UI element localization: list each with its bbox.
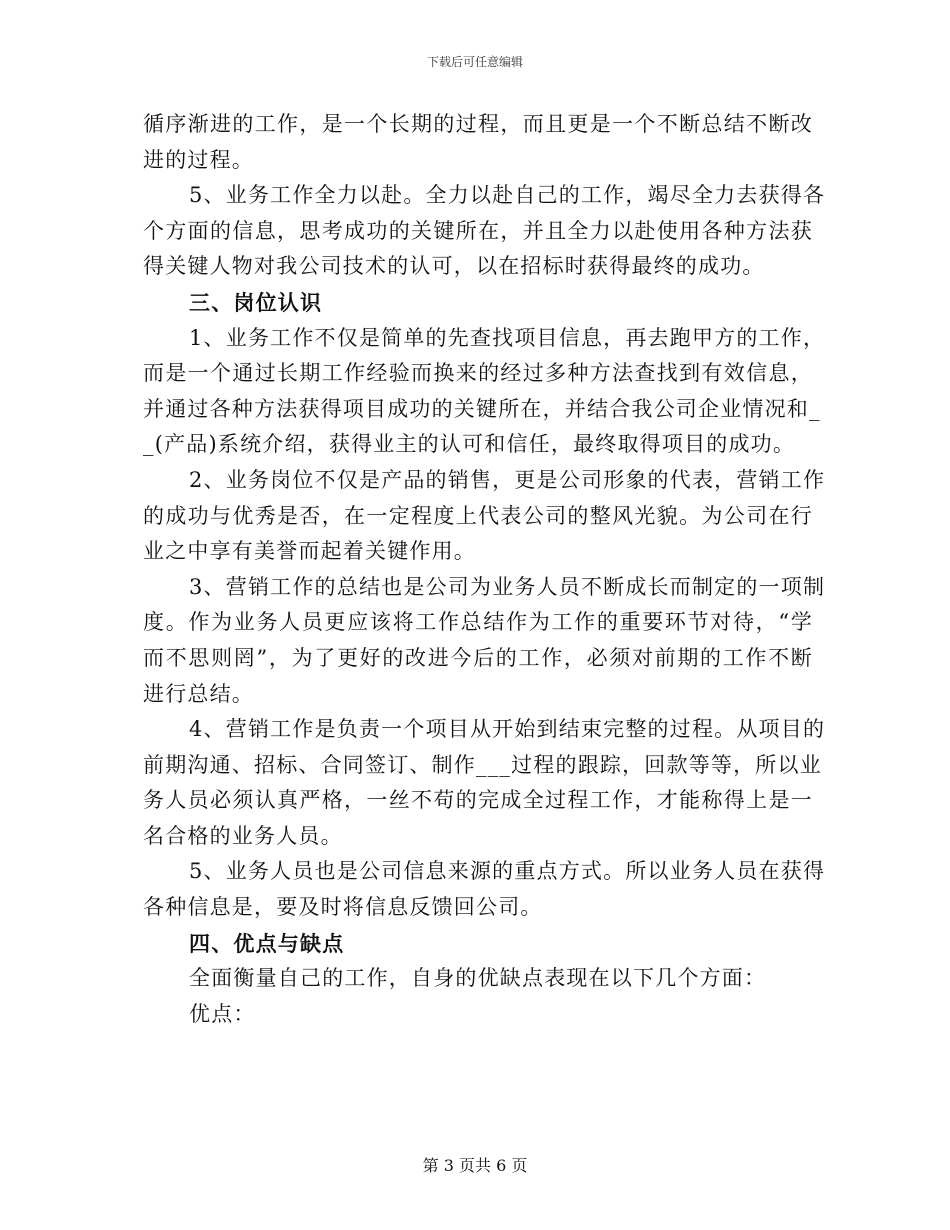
page-number: 第 3 页共 6 页 (422, 1156, 528, 1175)
text-line: 3、营销工作的总结也是公司为业务人员不断成长而制定的一项制 (189, 574, 826, 599)
text-line: 得关键人物对我公司技术的认可，以在招标时获得最终的成功。 (143, 254, 765, 279)
text-line: 优点： (189, 1001, 256, 1026)
text-line: 全面衡量自己的工作，自身的优缺点表现在以下几个方面： (189, 966, 767, 991)
text-line: 1、业务工作不仅是简单的先查找项目信息，再去跑甲方的工作， (189, 325, 826, 350)
text-line: 而是一个通过长期工作经验而换来的经过多种方法查找到有效信息， (143, 361, 813, 386)
text-line: 名合格的业务人员。 (143, 823, 343, 848)
text-line: 的成功与优秀是否，在一定程度上代表公司的整风光貌。为公司在行 (143, 503, 813, 528)
text-line: 4、营销工作是负责一个项目从开始到结束完整的过程。从项目的 (189, 717, 826, 742)
text-line: 5、业务工作全力以赴。全力以赴自己的工作，竭尽全力去获得各 (189, 183, 826, 208)
document-body (143, 107, 826, 1032)
text-line: 前期沟通、招标、合同签订、制作___过程的跟踪，回款等等，所以业 (143, 752, 822, 777)
text-line: _(产品)系统介绍，获得业主的认可和信任，最终取得项目的成功。 (143, 432, 796, 457)
section-heading: 四、优点与缺点 (189, 930, 345, 956)
section-heading: 三、岗位认识 (189, 289, 323, 315)
text-line: 各种信息是，要及时将信息反馈回公司。 (143, 895, 543, 920)
text-line: 个方面的信息，思考成功的关键所在，并且全力以赴使用各种方法获 (143, 218, 813, 243)
text-line: 进的过程。 (143, 147, 254, 172)
text-line: 进行总结。 (143, 681, 254, 706)
text-line: 而不思则罔”，为了更好的改进今后的工作，必须对前期的工作不断 (143, 645, 813, 670)
text-line: 度。作为业务人员更应该将工作总结作为工作的重要环节对待，“学 (143, 610, 813, 635)
text-line: 务人员必须认真严格，一丝不苟的完成全过程工作，才能称得上是一 (143, 788, 813, 813)
text-line: 循序渐进的工作，是一个长期的过程，而且更是一个不断总结不断改 (143, 112, 813, 136)
text-line: 业之中享有美誉而起着关键作用。 (143, 539, 476, 564)
text-line: 并通过各种方法获得项目成功的关键所在，并结合我公司企业情况和_ (143, 396, 821, 421)
page-header: 下载后可任意编辑 (426, 55, 523, 69)
text-line: 5、业务人员也是公司信息来源的重点方式。所以业务人员在获得 (189, 859, 826, 884)
text-line: 2、业务岗位不仅是产品的销售，更是公司形象的代表，营销工作 (189, 467, 826, 492)
